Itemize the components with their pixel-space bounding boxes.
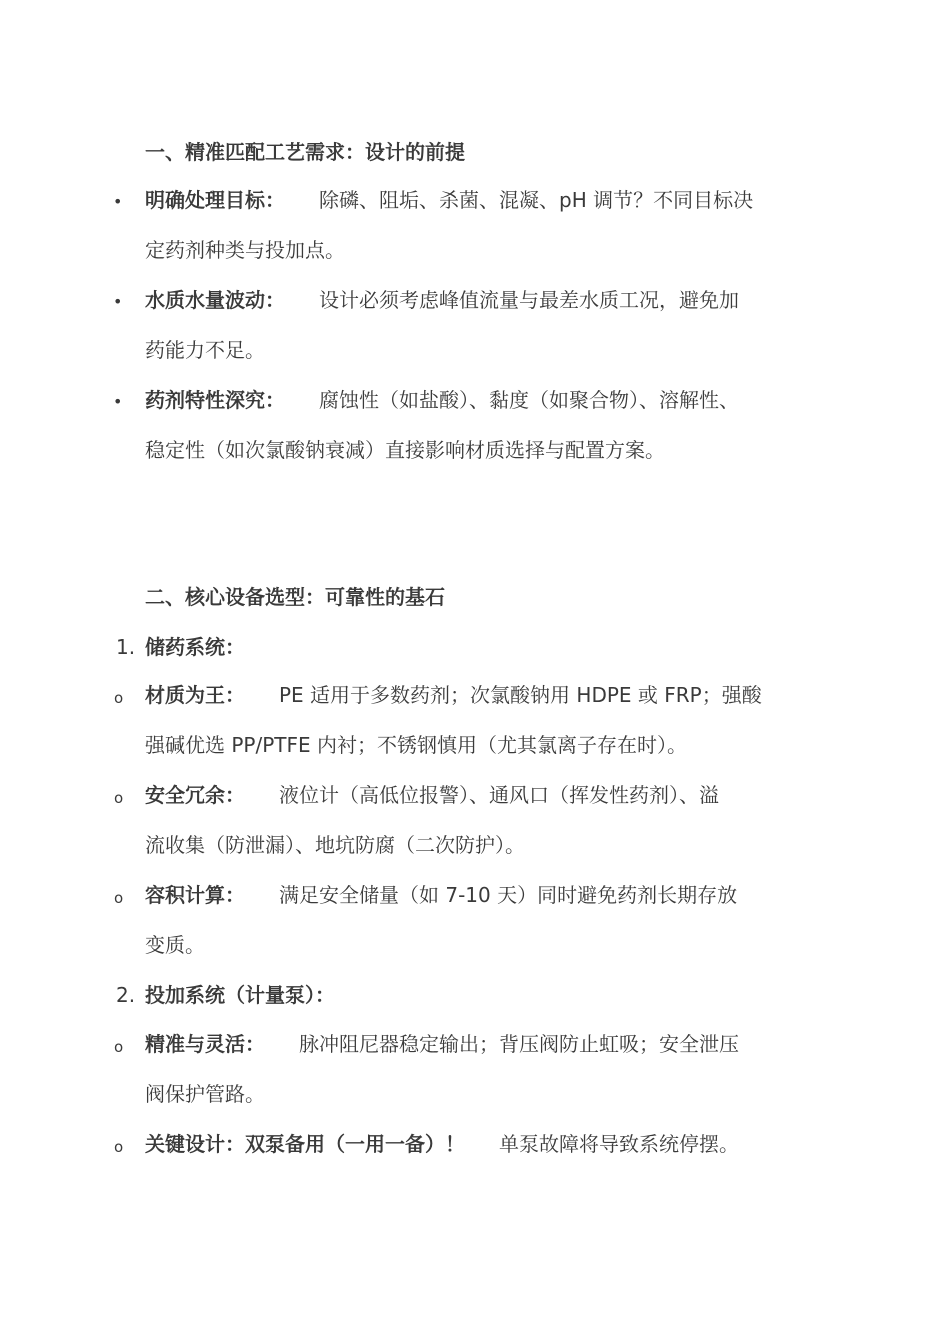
circle-marker: o: [114, 1138, 124, 1156]
item-text: 满足安全储量（如 7-10 天）同时避免药剂长期存放: [279, 883, 738, 907]
item-text: 单泵故障将导致系统停摆。: [499, 1132, 739, 1156]
list-item: [145, 781, 719, 809]
item-text-continued: 流收集（防泄漏）、地坑防腐（二次防护）。: [145, 833, 525, 857]
bullet-marker: •: [113, 292, 123, 311]
circle-marker: o: [114, 1038, 124, 1056]
subsection-title: 储药系统：: [145, 635, 245, 659]
item-text: PE 适用于多数药剂；次氯酸钠用 HDPE 或 FRP；强酸: [279, 683, 762, 707]
item-label: 水质水量波动：: [145, 288, 285, 312]
section1-heading: 一、精准匹配工艺需求：设计的前提: [145, 140, 465, 164]
item-label: 明确处理目标：: [145, 188, 285, 212]
item-text: 脉冲阻尼器稳定输出；背压阀防止虹吸；安全泄压: [299, 1032, 739, 1056]
item-label: 容积计算：: [145, 883, 245, 907]
item-label: 关键设计：双泵备用（一用一备）！: [145, 1132, 465, 1156]
list-item: [145, 1030, 739, 1058]
list-item: [145, 386, 739, 414]
item-text: 除磷、阻垢、杀菌、混凝、pH 调节？不同目标决: [319, 188, 754, 212]
section2-heading: 二、核心设备选型：可靠性的基石: [145, 585, 445, 609]
bullet-marker: •: [113, 392, 123, 411]
circle-marker: o: [114, 889, 124, 907]
list-item: [145, 186, 753, 214]
item-label: 精准与灵活：: [145, 1032, 265, 1056]
subsection-title: 投加系统（计量泵）：: [145, 983, 335, 1007]
item-text-continued: 阀保护管路。: [145, 1082, 265, 1106]
bullet-marker: •: [113, 192, 123, 211]
list-item: [145, 286, 739, 314]
item-label: 药剂特性深究：: [145, 388, 285, 412]
item-text-continued: 药能力不足。: [145, 338, 265, 362]
list-item: [145, 681, 762, 709]
circle-marker: o: [114, 689, 124, 707]
list-number: 1.: [116, 635, 136, 659]
item-text: 腐蚀性（如盐酸）、黏度（如聚合物）、溶解性、: [319, 388, 739, 412]
item-text: 设计必须考虑峰值流量与最差水质工况，避免加: [319, 288, 739, 312]
circle-marker: o: [114, 789, 124, 807]
item-label: 安全冗余：: [145, 783, 245, 807]
item-text-continued: 强碱优选 PP/PTFE 内衬；不锈钢慎用（尤其氯离子存在时）。: [145, 733, 687, 757]
list-item: [145, 1130, 739, 1158]
item-text-continued: 稳定性（如次氯酸钠衰减）直接影响材质选择与配置方案。: [145, 438, 665, 462]
list-item: [145, 881, 737, 909]
item-text-continued: 变质。: [145, 933, 205, 957]
item-text-continued: 定药剂种类与投加点。: [145, 238, 345, 262]
item-label: 材质为王：: [145, 683, 245, 707]
list-number: 2.: [116, 983, 136, 1007]
item-text: 液位计（高低位报警）、通风口（挥发性药剂）、溢: [279, 783, 719, 807]
